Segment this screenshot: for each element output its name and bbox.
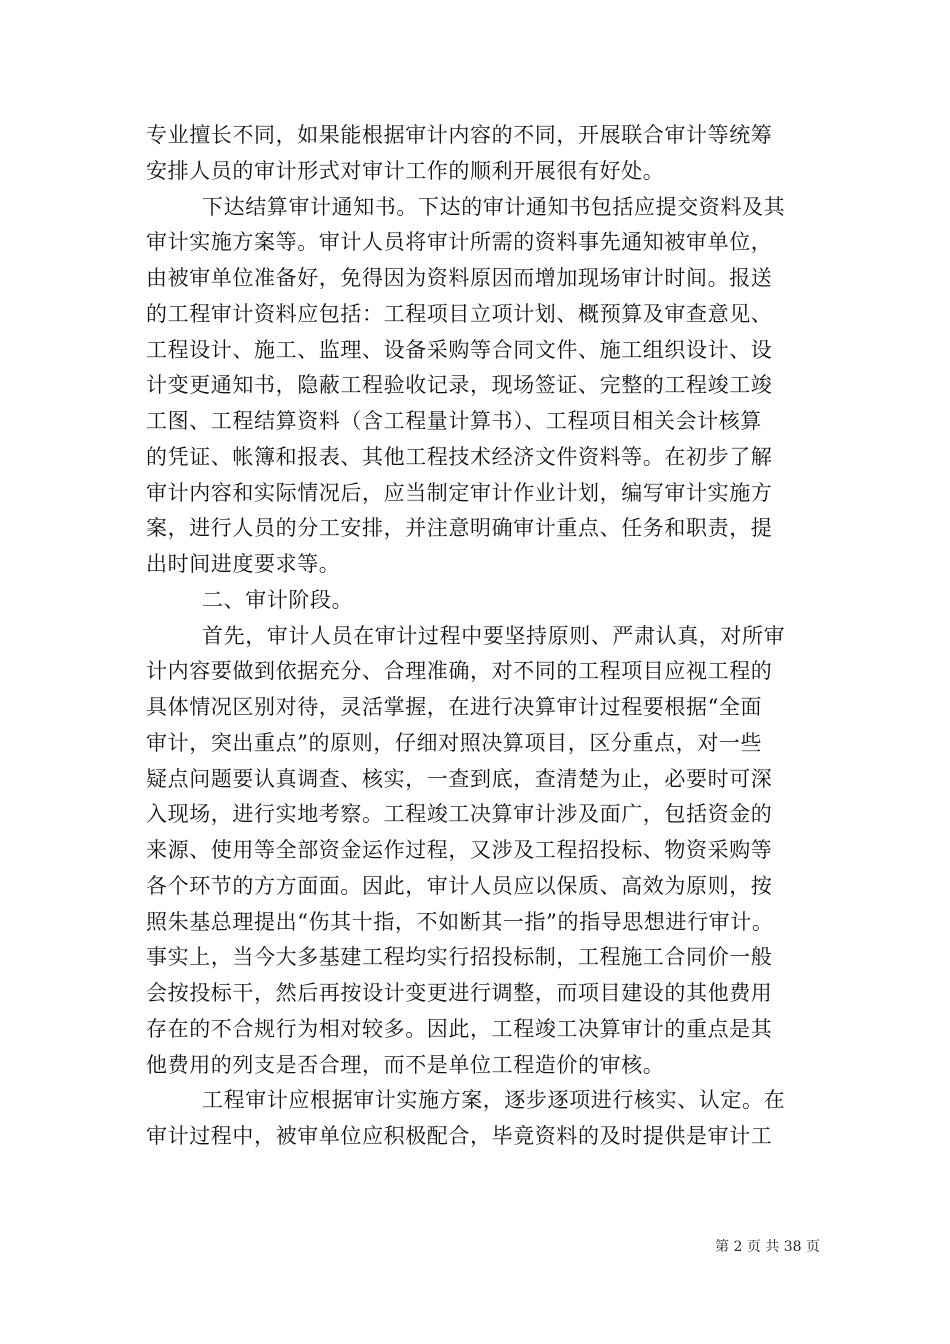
text-line: 各个环节的方方面面。因此，审计人员应以保质、高效为原则，按: [146, 873, 773, 898]
paragraph-first-line: 下达结算审计通知书。下达的审计通知书包括应提交资料及其: [202, 194, 786, 219]
text-line: 的工程审计资料应包括：工程项目立项计划、概预算及审查意见、: [146, 301, 773, 326]
text-line: 来源、使用等全部资金运作过程，又涉及工程招投标、物资采购等: [146, 838, 773, 862]
text-line: 的凭证、帐簿和报表、其他工程技术经济文件资料等。在初步了解: [146, 444, 773, 469]
text-line: 审计过程中，被审单位应积极配合，毕竟资料的及时提供是审计工: [146, 1124, 773, 1148]
paragraph-first-line: 首先，审计人员在审计过程中要坚持原则、严肃认真，对所审: [202, 623, 786, 648]
text-line: 审计内容和实际情况后，应当制定审计作业计划，编写审计实施方: [146, 480, 773, 505]
paragraph-first-line: 工程审计应根据审计实施方案，逐步逐项进行核实、认定。在: [202, 1088, 786, 1113]
page-number-footer: 第 2 页 共 38 页: [715, 1239, 820, 1255]
text-line: 工程设计、施工、监理、设备采购等合同文件、施工组织设计、设: [146, 337, 773, 362]
text-line: 安排人员的审计形式对审计工作的顺利开展很有好处。: [146, 158, 665, 183]
text-line: 疑点问题要认真调查、核实，一查到底，查清楚为止，必要时可深: [146, 766, 773, 791]
text-line: 专业擅长不同，如果能根据审计内容的不同，开展联合审计等统筹: [146, 123, 773, 147]
text-line: 案，进行人员的分工安排，并注意明确审计重点、任务和职责，提: [146, 516, 773, 541]
paragraph-first-line: 二、审计阶段。: [202, 587, 354, 612]
text-line: 会按投标干，然后再按设计变更进行调整，而项目建设的其他费用: [146, 981, 773, 1005]
text-line: 照朱基总理提出“伤其十指，不如断其一指”的指导思想进行审计。: [146, 909, 774, 934]
text-line: 存在的不合规行为相对较多。因此，工程竣工决算审计的重点是其: [146, 1016, 773, 1041]
text-line: 审计实施方案等。审计人员将审计所需的资料事先通知被审单位，: [146, 230, 773, 255]
text-line: 具体情况区别对待，灵活掌握，在进行决算审计过程要根据“全面: [146, 695, 763, 719]
text-line: 工图、工程结算资料（含工程量计算书）、工程项目相关会计核算: [146, 409, 762, 433]
text-line: 入现场，进行实地考察。工程竣工决算审计涉及面广，包括资金的: [146, 802, 773, 827]
text-line: 由被审单位准备好，免得因为资料原因而增加现场审计时间。报送: [146, 266, 773, 290]
text-line: 计变更通知书，隐蔽工程验收记录，现场签证、完整的工程竣工竣: [146, 373, 773, 398]
text-line: 事实上，当今大多基建工程均实行招投标制，工程施工合同价一般: [146, 945, 773, 970]
text-line: 出时间进度要求等。: [146, 552, 341, 576]
document-body: [146, 118, 816, 1155]
text-line: 审计，突出重点”的原则，仔细对照决算项目，区分重点，对一些: [146, 730, 763, 755]
text-line: 他费用的列支是否合理，而不是单位工程造价的审核。: [146, 1052, 665, 1077]
text-line: 计内容要做到依据充分、合理准确，对不同的工程项目应视工程的: [146, 659, 773, 684]
